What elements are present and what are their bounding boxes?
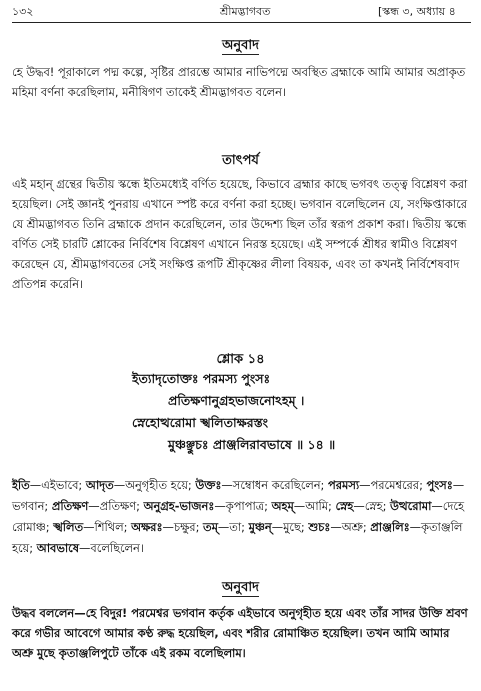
synonym-dash: — — [431, 499, 443, 513]
synonym-word: স্নেহ — [335, 499, 354, 513]
purport-text: এই মহান্ গ্রন্থের দ্বিতীয় স্কন্ধে ইতিমধ্যেই বর্ণিত হয়েছে, কিভাবে ব্রহ্মার কাছে ভগবৎ তত্ত্ব বিশ্লেষণ করা হয়েছিল। সেই জ্ঞানই পুনরায় এখানে স্পষ্ট করে বর্ণনা করা হচ্ছে। ভগবান বলেছিলেন যে, সংক্ষিপ্তাকারে যে শ্রীমদ্ভাগবত তিনি ব্রহ্মাকে প্রদান করেছিলেন, তার উদ্দেশ্য ছিল তাঁর স্বরূপ প্রকাশ করা। দ্বিতীয় স্কন্ধে বর্ণিত সেই চারটি শ্লোকের নির্বিশেষ বিশ্লেষণ এখানে নিরস্ত হয়েছে। এই সম্পর্কে শ্রীধর স্বামীও বিশ্লেষণ করেছেন যে, শ্রীমদ্ভাগবতের সেই সংক্ষিপ্ত রূপটি শ্রীকৃষ্ণের লীলা বিষয়ক, এবং তা কখনই নির্বিশেষবাদ প্রতিপন্ন করেনি। — [12, 177, 468, 291]
synonym-meaning: মুছে; — [283, 520, 309, 534]
synonym-dash: — — [330, 520, 342, 534]
synonym-meaning: অশ্রু; — [341, 520, 371, 534]
synonym-meaning: স্নেহ; — [364, 499, 391, 513]
synonym-word: আবভাষে — [36, 541, 80, 555]
synonym-word: প্রতিক্ষণ — [51, 499, 89, 513]
chapter-reference: [স্কন্ধ ৩, অধ্যায় ৪ — [378, 5, 456, 18]
synonym-dash: — — [293, 499, 306, 513]
synonym-meaning: আমি; — [305, 499, 336, 513]
synonym-meaning: ভগবান; — [12, 499, 52, 513]
synonym-meaning: অনুগৃহীত হয়ে; — [125, 478, 196, 492]
verse-line-1: ইত্যাদৃতোক্তঃ পরমস্য পুংসঃ — [132, 371, 271, 386]
synonym-dash: — — [29, 478, 42, 492]
synonym-meaning: চক্ষুর; — [173, 520, 204, 534]
synonym-word: মুঞ্চন্ — [248, 520, 272, 534]
header-rule — [12, 22, 471, 23]
synonym-word: শুচঃ — [308, 520, 331, 534]
synonym-meaning: সম্বোধন করেছিলেন; — [232, 478, 329, 492]
verse-line-2: প্রতিক্ষণানুগ্রহভাজনোঽহম্ । — [168, 393, 305, 408]
verse-line-3: স্নেহোত্থরোমা স্খলিতাক্ষরস্তং — [132, 415, 268, 430]
synonym-meaning: পরমেশ্বরের; — [370, 478, 427, 492]
synonym-dash: — — [162, 520, 174, 534]
synonym-dash: — — [409, 520, 422, 534]
synonym-dash: — — [113, 478, 126, 492]
synonym-word: অক্ষরঃ — [131, 520, 163, 534]
translation-heading: অনুবাদ — [222, 38, 259, 53]
synonym-meaning: প্রতিক্ষণ; — [99, 499, 144, 513]
synonym-dash: — — [88, 499, 100, 513]
synonym-dash: — — [83, 520, 95, 534]
synonym-word: প্রাঞ্জলিঃ — [370, 520, 410, 534]
verse-line-4: মুঞ্চঞ্ছুচঃ প্রাঞ্জলিরাবভাষে ॥ ১৪ ॥ — [168, 437, 336, 452]
synonym-word: আদৃত — [85, 478, 114, 492]
synonym-meaning: তা; — [229, 520, 249, 534]
synonym-dash: — — [221, 478, 233, 492]
synonym-word: উক্তঃ — [195, 478, 222, 492]
synonym-dash: — — [359, 478, 371, 492]
synonym-dash: — — [214, 499, 226, 513]
running-title: শ্রীমদ্ভাগবত — [220, 5, 271, 18]
synonym-word: উত্থরোমা — [390, 499, 432, 513]
synonym-meaning: বলেছিলেন। — [90, 541, 144, 555]
synonym-dash: — — [452, 478, 465, 492]
synonym-meaning: দেহে রোমাঞ্চ; — [12, 499, 464, 534]
verse-heading: শ্লোক ১৪ — [216, 352, 265, 367]
translation-2-heading: অনুবাদ — [222, 580, 259, 595]
synonym-word: অহম্ — [271, 499, 294, 513]
translation-text: হে উদ্ধব! পূরাকালে পদ্ম কল্পে, সৃষ্টির প্রারম্ভে আমার নাভিপদ্মে অবস্থিত ব্রহ্মাকে আমি আমার অপ্রাকৃত মহিমা বর্ণনা করেছিলাম, মনীষিগণ তাকেই শ্রীমদ্ভাগবত বলেন। — [12, 65, 466, 99]
synonym-meaning: এইভাবে; — [41, 478, 86, 492]
synonym-dash: — — [271, 520, 284, 534]
synonyms-block — [12, 475, 471, 559]
translation-2-text: উদ্ধব বললেন—হে বিদুর! পরমেশ্বর ভগবান কর্তৃক এইভাবে অনুগৃহীত হয়ে এবং তাঁর সাদর উক্তি শ্রবণ করে গভীর আবেগে আমার কণ্ঠ রুদ্ধ হয়েছিল, এবং শরীর রোমাঞ্চিত হয়েছিল। তখন আমি আমার অশ্রু মুছে কৃতাঞ্জলিপুটে তাঁকে এই রকম বলেছিলাম। — [12, 606, 468, 660]
page-number: ১৩২ — [12, 5, 34, 18]
synonym-meaning: কৃপাপাত্র; — [225, 499, 272, 513]
synonym-meaning: শিথিল; — [94, 520, 132, 534]
synonym-dash: — — [217, 520, 230, 534]
synonym-word: অনুগ্রহ-ভাজনঃ — [143, 499, 215, 513]
synonym-word: ইতি — [12, 478, 30, 492]
synonym-meaning: কৃতাঞ্জলি হয়ে; — [12, 520, 463, 555]
synonym-dash: — — [353, 499, 365, 513]
synonym-word: পুংসঃ — [426, 478, 453, 492]
synonym-word: পরমস্য — [328, 478, 360, 492]
synonym-dash: — — [79, 541, 91, 555]
purport-heading: তাৎপর্য — [222, 153, 259, 168]
synonym-word: তম্ — [203, 520, 218, 534]
synonym-word: স্খলিত — [53, 520, 84, 534]
